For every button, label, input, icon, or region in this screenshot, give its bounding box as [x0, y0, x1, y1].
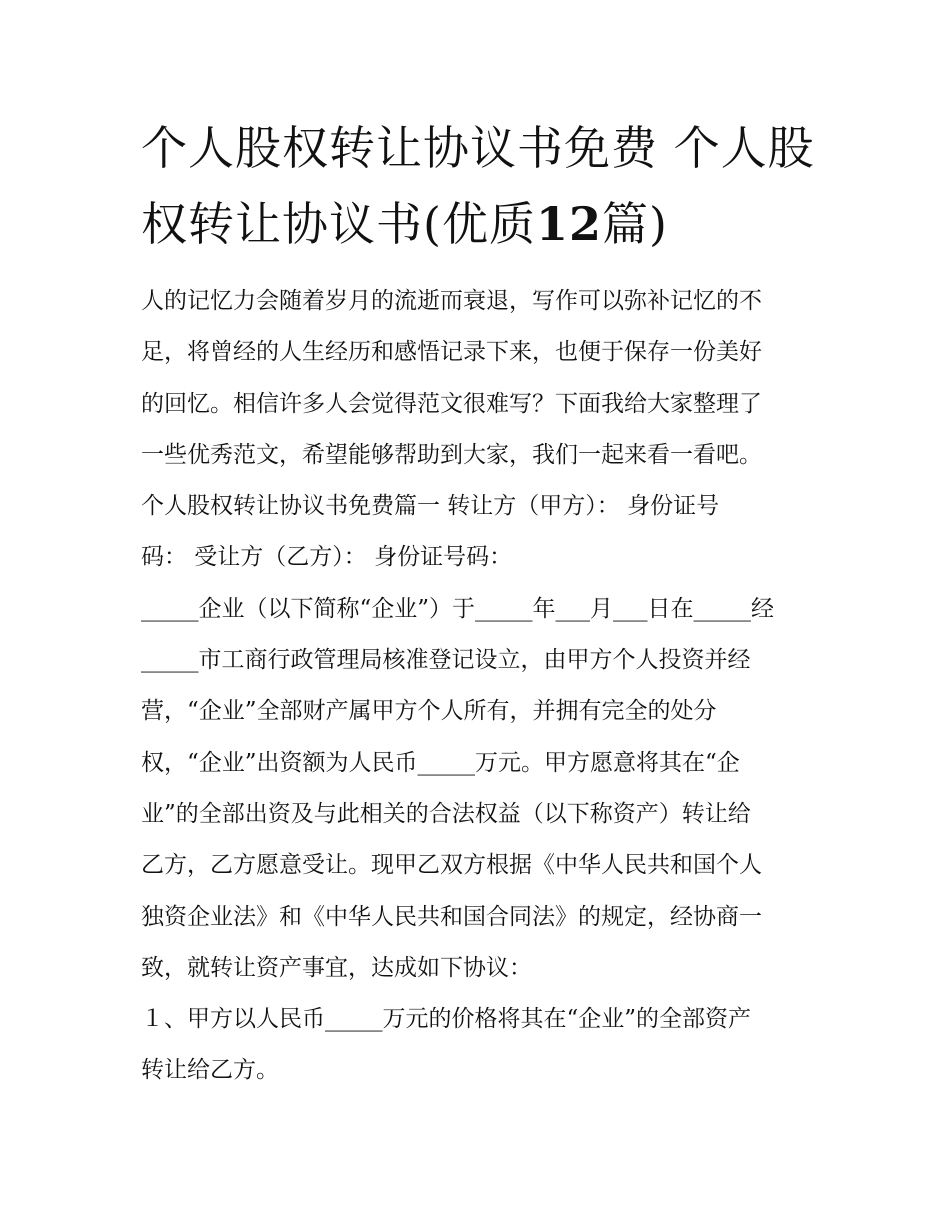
document-title	[141, 110, 821, 262]
document-body	[141, 276, 821, 1097]
body-line: 的回忆。相信许多人会觉得范文很难写？下面我给大家整理了	[141, 390, 762, 417]
body-line: 人的记忆力会随着岁月的流逝而衰退，写作可以弥补记忆的不	[141, 288, 762, 314]
body-line: 一些优秀范文，希望能够帮助到大家，我们一起来看一看吧。	[141, 441, 762, 468]
title-suffix: 篇)	[601, 197, 668, 251]
title-number: 12	[535, 197, 602, 251]
document-page	[141, 110, 821, 1097]
body-line: 个人股权转让协议书免费篇一 转让方（甲方）： 身份证号	[141, 493, 720, 520]
body-line: １、甲方以人民币_____万元的价格将其在“企业”的全部资产	[141, 1006, 752, 1033]
body-line: 足，将曾经的人生经历和感悟记录下来，也便于保存一份美好	[141, 339, 762, 366]
body-line: 码： 受让方（乙方）： 身份证号码：	[141, 544, 513, 571]
body-line: 转让给乙方。	[141, 1057, 279, 1084]
body-line: 致，就转让资产事宜，达成如下协议：	[141, 954, 532, 981]
body-line: 权，“企业”出资额为人民币_____万元。甲方愿意将其在“企	[141, 749, 740, 776]
body-line: 业”的全部出资及与此相关的合法权益（以下称资产）转让给	[141, 800, 751, 827]
title-text: 个人股权转让协议书免费 个人股权转让协议书(优质	[141, 121, 815, 251]
body-line: _____企业（以下简称“企业”）于_____年___月___日在_____经	[141, 595, 775, 622]
body-line: 营，“企业”全部财产属甲方个人所有，并拥有完全的处分	[141, 698, 717, 725]
body-line: 乙方，乙方愿意受让。现甲乙双方根据《中华人民共和国个人	[141, 852, 762, 879]
body-line: _____市工商行政管理局核准登记设立，由甲方个人投资并经	[141, 647, 751, 674]
body-line: 独资企业法》和《中华人民共和国合同法》的规定，经协商一	[141, 903, 762, 930]
